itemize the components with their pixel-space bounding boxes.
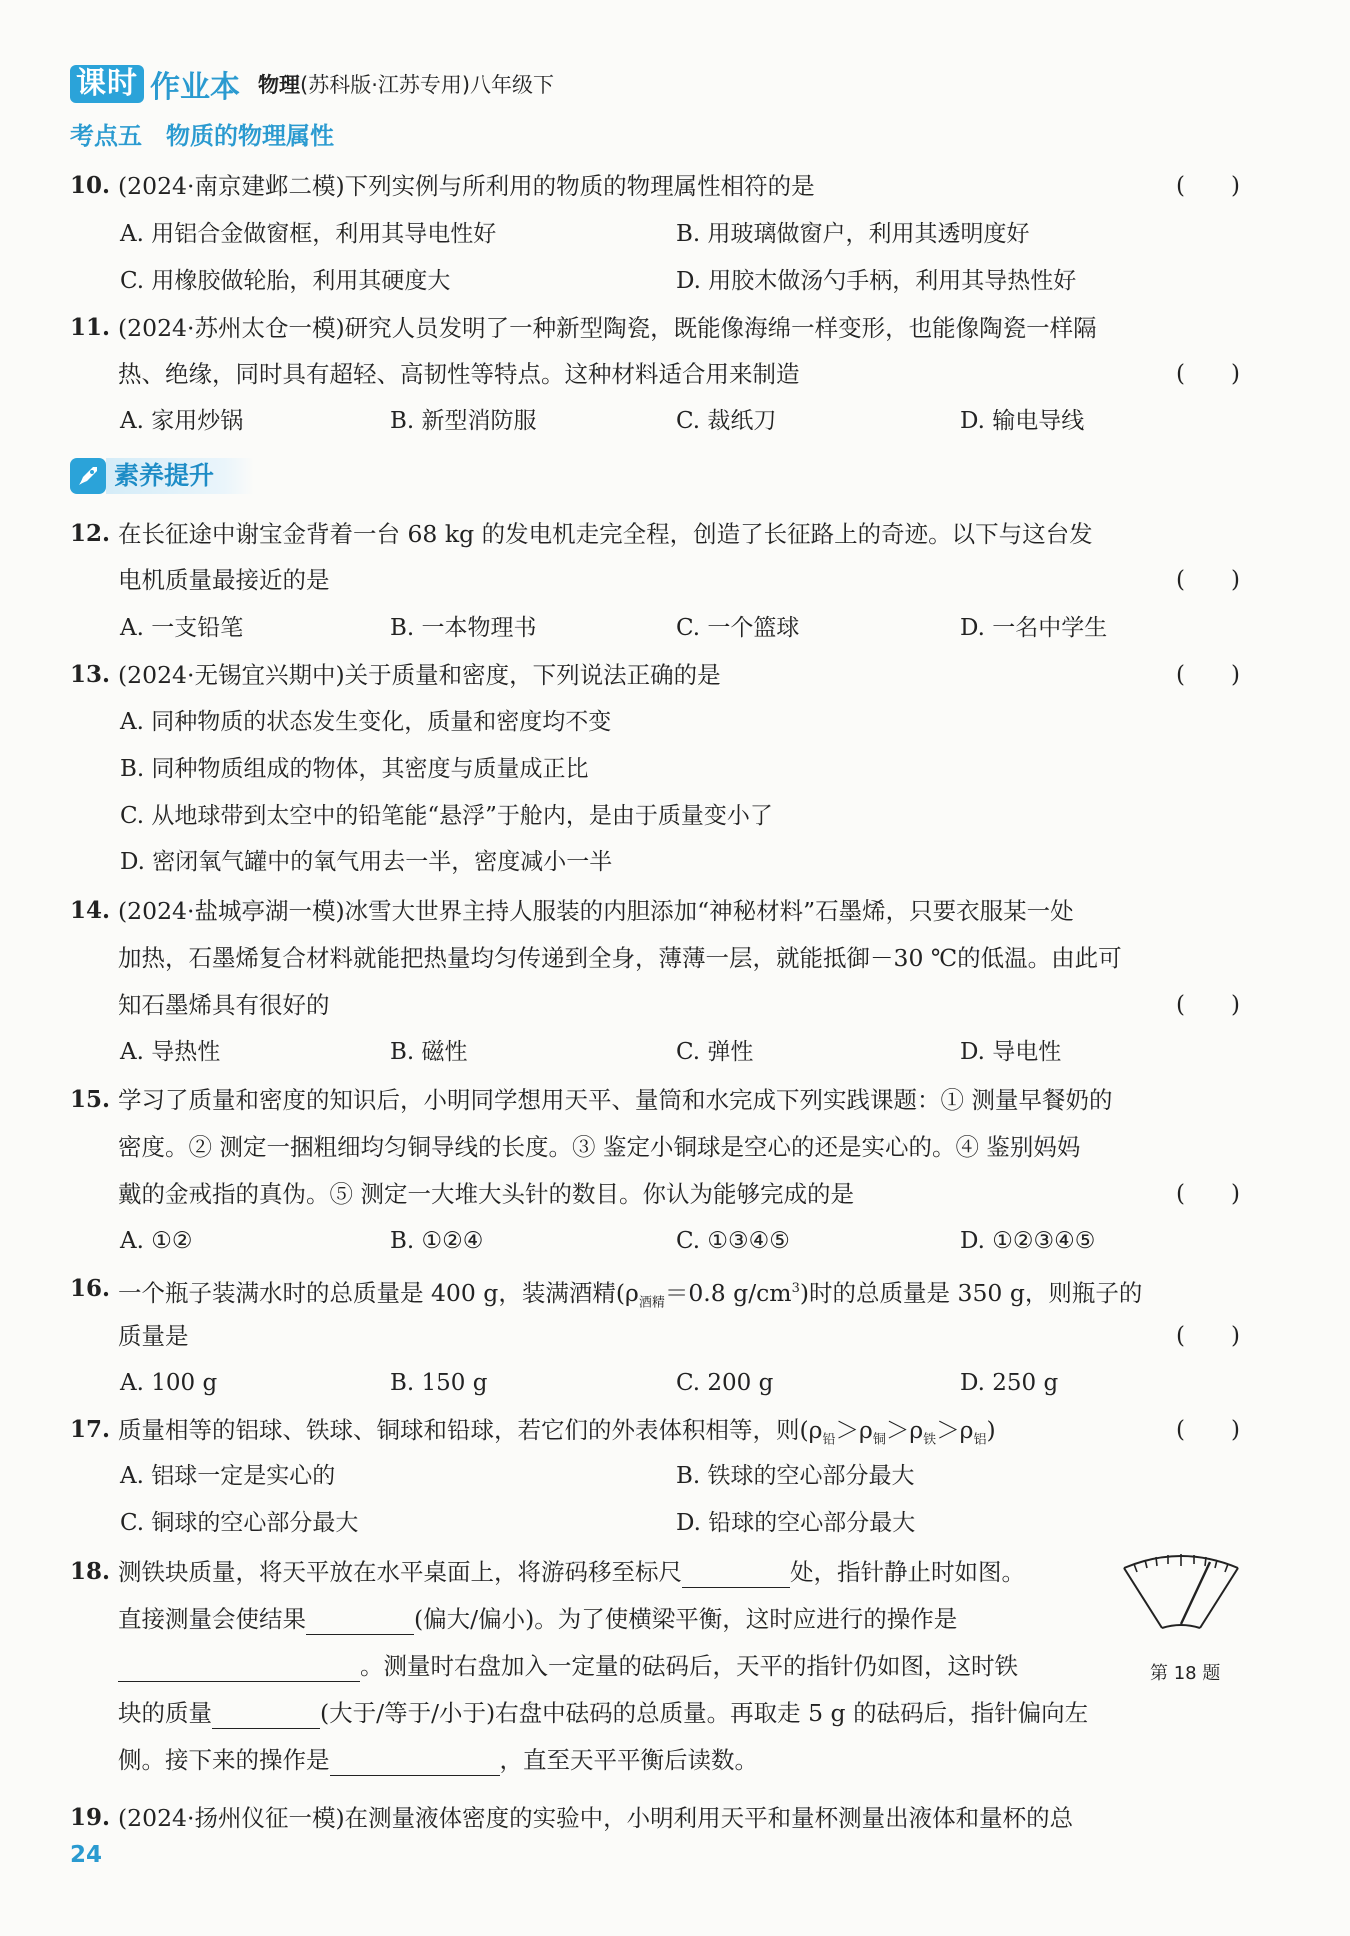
option-c: C. 铜球的空心部分最大 [120,1510,359,1536]
question-stem: 直接测量会使结果 (偏大/偏小)。为了使横梁平衡，这时应进行的操作是 [118,1605,958,1633]
answer-bracket: ( ) [1176,1417,1240,1443]
option-d: D. 输电导线 [960,408,1085,434]
book-title: 物理(苏科版·江苏专用)八年级下 [258,73,555,97]
answer-bracket: ( ) [1176,662,1240,688]
answer-bracket: ( ) [1176,992,1240,1018]
figure-caption: 第 18 题 [1150,1663,1221,1684]
question-stem: 密度。② 测定一捆粗细均匀铜导线的长度。③ 鉴定小铜球是空心的还是实心的。④ 鉴别妈妈 [118,1133,1081,1161]
option-b: B. 同种物质组成的物体，其密度与质量成正比 [120,756,589,782]
option-d: D. ①②③④⑤ [960,1228,1096,1254]
question-stem: (2024·扬州仪征一模)在测量液体密度的实验中，小明利用天平和量杯测量出液体和量杯的总 [118,1804,1074,1832]
option-b: B. ①②④ [390,1228,484,1254]
fill-blank[interactable] [306,1608,414,1635]
fill-blank[interactable] [212,1702,320,1729]
balance-scale-icon [1118,1548,1244,1640]
option-d: D. 用胶木做汤勺手柄，利用其导热性好 [676,268,1077,294]
option-b: B. 一本物理书 [390,615,537,641]
option-d: D. 密闭氧气罐中的氧气用去一半，密度减小一半 [120,849,613,875]
question-stem: 知石墨烯具有很好的 [118,991,330,1019]
option-b: B. 新型消防服 [390,408,537,434]
answer-bracket: ( ) [1176,1181,1240,1207]
question-stem: 热、绝缘，同时具有超轻、高韧性等特点。这种材料适合用来制造 [118,360,800,388]
option-b: B. 150 g [390,1370,488,1396]
question-stem: 学习了质量和密度的知识后，小明同学想用天平、量筒和水完成下列实践课题：① 测量早餐奶的 [118,1086,1113,1114]
fill-blank[interactable] [682,1561,790,1588]
option-c: C. ①③④⑤ [676,1228,790,1254]
question-stem: 一个瓶子装满水时的总质量是 400 g，装满酒精($\rho_{酒精}=0.8$ $g/cm^3$)时的总质量是 350 g，则瓶子的 [118,1278,1143,1311]
question-stem: (2024·无锡宜兴期中)关于质量和密度，下列说法正确的是 [118,661,721,689]
option-a: A. ①② [120,1228,193,1254]
option-c: C. 从地球带到太空中的铅笔能“悬浮”于舱内，是由于质量变小了 [120,803,773,829]
question-stem: 。测量时右盘加入一定量的砝码后，天平的指针仍如图，这时铁 [118,1650,1018,1682]
option-c: C. 一个篮球 [676,615,800,641]
question-stem: 侧。接下来的操作是 ，直至天平平衡后读数。 [118,1746,758,1774]
option-a: A. 家用炒锅 [120,408,244,434]
answer-bracket: ( ) [1176,567,1240,593]
question-number: 18. [70,1558,111,1585]
question-stem: 质量是 [118,1322,189,1350]
question-stem: (2024·南京建邺二模)下列实例与所利用的物质的物理属性相符的是 [118,172,815,200]
section-heading: 考点五 物质的物理属性 [70,122,334,150]
option-b: B. 铁球的空心部分最大 [676,1463,915,1489]
question-stem: 质量相等的铝球、铁球、铜球和铅球，若它们的外表体积相等，则$(\rho_铅>\rho_铜>\rho_铁>\rho_铝)$ [118,1416,996,1448]
section-banner [70,456,254,496]
question-number: 16. [70,1275,111,1302]
option-c: C. 用橡胶做轮胎，利用其硬度大 [120,268,451,294]
workbook-title: 作业本 [150,70,240,105]
question-stem: 戴的金戒指的真伪。⑤ 测定一大堆大头针的数目。你认为能够完成的是 [118,1180,854,1208]
option-a: A. 同种物质的状态发生变化，质量和密度均不变 [120,709,612,735]
page-number: 24 [70,1842,103,1868]
question-number: 11. [70,314,111,341]
fill-blank[interactable] [330,1749,500,1776]
question-stem: (2024·苏州太仓一模)研究人员发明了一种新型陶瓷，既能像海绵一样变形，也能像陶瓷一样隔 [118,314,1097,342]
question-stem: 电机质量最接近的是 [118,566,330,594]
option-b: B. 用玻璃做窗户，利用其透明度好 [676,221,1030,247]
option-c: C. 裁纸刀 [676,408,777,434]
answer-bracket: ( ) [1176,173,1240,199]
question-stem: 块的质量 (大于/等于/小于)右盘中砝码的总质量。再取走 5 g 的砝码后，指针偏向左 [118,1699,1089,1727]
answer-bracket: ( ) [1176,1323,1240,1349]
brand-logo: 课时 [70,65,144,103]
option-a: A. 导热性 [120,1039,221,1065]
option-a: A. 用铝合金做窗框，利用其导电性好 [120,221,497,247]
option-c: C. 200 g [676,1370,774,1396]
question-number: 10. [70,172,111,199]
option-d: D. 一名中学生 [960,615,1108,641]
option-d: D. 导电性 [960,1039,1062,1065]
option-b: B. 磁性 [390,1039,468,1065]
rocket-icon [70,458,106,494]
option-d: D. 铅球的空心部分最大 [676,1510,916,1536]
option-a: A. 100 g [120,1370,218,1396]
question-stem: (2024·盐城亭湖一模)冰雪大世界主持人服装的内胆添加“神秘材料”石墨烯，只要衣服某一处 [118,897,1074,925]
banner-title: 素养提升 [106,458,254,494]
question-stem: 在长征途中谢宝金背着一台 68 kg 的发电机走完全程，创造了长征路上的奇迹。以下与这台发 [118,520,1093,548]
answer-bracket: ( ) [1176,361,1240,387]
question-stem: 测铁块质量，将天平放在水平桌面上，将游码移至标尺 处，指针静止时如图。 [118,1558,1025,1586]
option-d: D. 250 g [960,1370,1059,1396]
option-a: A. 一支铅笔 [120,615,244,641]
question-number: 19. [70,1804,111,1831]
question-number: 15. [70,1086,111,1113]
question-number: 17. [70,1416,111,1443]
question-number: 12. [70,520,111,547]
page-header [70,62,554,106]
option-c: C. 弹性 [676,1039,754,1065]
fill-blank[interactable] [118,1655,360,1682]
question-number: 13. [70,661,111,688]
question-stem: 加热，石墨烯复合材料就能把热量均匀传递到全身，薄薄一层，就能抵御－30 ℃的低温。由此可 [118,944,1122,972]
option-a: A. 铝球一定是实心的 [120,1463,336,1489]
question-number: 14. [70,897,111,924]
